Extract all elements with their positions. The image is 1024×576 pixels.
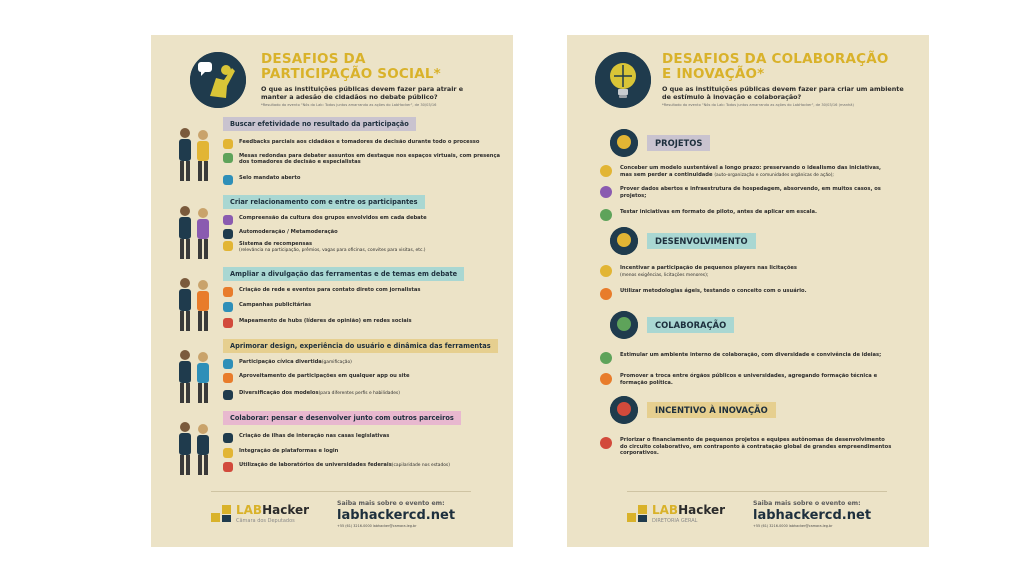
internal-icon <box>600 352 612 364</box>
event-note: *Resultado do evento "Nós do Lab: Todos juntos amarrando as ações do LabHacker", de 30/03/16 <box>261 103 437 107</box>
key-icon <box>223 433 233 443</box>
data-icon <box>600 186 612 198</box>
eye-icon <box>223 229 233 239</box>
funding-icon <box>600 437 612 449</box>
item-text: Diversificação dos modelos <box>239 390 319 396</box>
page-subtitle: O que as instituições públicas devem fazer para criar um ambiente de estímulo à inovação e colaboração? <box>662 85 904 101</box>
saiba-mais-label: Saiba mais sobre o evento em: <box>337 500 445 507</box>
section-heading: Criar relacionamento com e entre os participantes <box>223 195 425 209</box>
item-text: Utilização de laboratórios de universidades federais <box>239 462 392 468</box>
section-heading: PROJETOS <box>647 135 710 151</box>
exchange-icon <box>600 373 612 385</box>
labhacker-logo-icon <box>627 505 647 523</box>
item-subtext: (capilaridade nos estados) <box>391 463 450 468</box>
item-text: Criação de rede e eventos para contato direto com jornalistas <box>239 287 421 293</box>
item-text: Promover a troca entre órgãos públicos e universidades, agregando formação técnica e formação política. <box>620 373 878 386</box>
page-title: DESAFIOS DA PARTICIPAÇÃO SOCIAL* <box>261 51 441 82</box>
sustain-icon <box>600 165 612 177</box>
saiba-mais-label: Saiba mais sobre o evento em: <box>753 500 861 507</box>
footer-divider <box>211 491 471 492</box>
item-subtext: (para diferentes perfis e habilidades) <box>318 391 400 396</box>
item-subtext: (menos exigências, licitações menores); <box>620 272 709 278</box>
models-icon <box>223 390 233 400</box>
logo-subtitle: DIRETORIA GERAL <box>652 518 698 524</box>
section-heading: DESENVOLVIMENTO <box>647 233 756 249</box>
development-icon <box>610 227 638 255</box>
labhacker-logo-icon <box>211 505 231 523</box>
item-text: Integração de plataformas e login <box>239 448 339 454</box>
lab-icon <box>223 462 233 472</box>
item-text: Estimular um ambiente interno de colaboração, com diversidade e convivência de ideias; <box>620 352 882 358</box>
section-heading: Ampliar a divulgação das ferramentas e de temas em debate <box>223 267 464 281</box>
section-heading: INCENTIVO À INOVAÇÃO <box>647 402 776 418</box>
hubs-icon <box>223 318 233 328</box>
page-subtitle: O que as instituições públicas devem fazer para atrair e manter a adesão de cidadãos no debate público? <box>261 85 464 101</box>
participation-person-icon <box>190 52 246 108</box>
section-heading: Colaborar: pensar e desenvolver junto com outros parceiros <box>223 411 461 425</box>
labhacker-logo <box>627 503 737 527</box>
logo-wordmark: LABHacker <box>652 503 726 517</box>
reward-icon <box>223 241 233 251</box>
players-icon <box>600 265 612 277</box>
item-text: Incentivar a participação de pequenos players nas licitações <box>620 265 798 271</box>
puzzle-bulb-icon <box>595 52 651 108</box>
item-text: Feedbacks parciais aos cidadãos e tomadores de decisão durante todo o processo <box>239 139 480 145</box>
labhacker-logo <box>211 503 321 527</box>
item-text: Campanhas publicitárias <box>239 302 312 308</box>
item-text: Priorizar o financiamento de pequenos projetos e equipes autônomas de desenvolvimento do circuito colaborativo, em contraponto à contratação global de grandes empreendimentos corporativos. <box>620 437 892 457</box>
item-text: Mapeamento de hubs (líderes de opinião) em redes sociais <box>239 318 412 324</box>
site-link[interactable]: labhackercd.net <box>753 508 872 523</box>
contact-info: +55 (61) 3216-0000 labhacker@camara.leg.br <box>337 524 417 528</box>
app-icon <box>223 373 233 383</box>
innovation-bulb-icon <box>610 396 638 424</box>
campaign-icon <box>223 302 233 312</box>
item-text: Criação de ilhas de interação nas casas legislativas <box>239 433 390 439</box>
network-icon <box>223 287 233 297</box>
pilot-icon <box>600 209 612 221</box>
game-icon <box>223 359 233 369</box>
section-heading: COLABORAÇÃO <box>647 317 734 333</box>
item-text: Mesas redondas para debater assuntos em destaque nos espaços virtuais, com presença dos tomadores de decisão e especialistas <box>239 153 501 166</box>
footer-divider <box>627 491 887 492</box>
item-subtext: (gamificação) <box>321 360 352 365</box>
item-text: Prover dados abertos e infraestrutura de hospedagem, absorvendo, em muitos casos, os projetos; <box>620 186 881 199</box>
item-text: Selo mandato aberto <box>239 175 301 181</box>
partners-illustration <box>169 417 217 483</box>
item-subtext: (relevância na participação, prêmios, vagas para oficinas, convites para visitas, etc.) <box>239 248 426 254</box>
item-text: Conceber um modelo sustentável a longo prazo: preservando o idealismo das iniciativas, mas sem perder a continuidade <box>620 165 882 178</box>
talking-people-illustration <box>169 201 217 267</box>
item-text: Participação cívica divertida <box>239 359 322 365</box>
logo-wordmark: LABHacker <box>236 503 310 517</box>
login-icon <box>223 448 233 458</box>
item-text: Utilizar metodologias ágeis, testando o conceito com o usuário. <box>620 288 807 294</box>
projects-icon <box>610 129 638 157</box>
item-text: Automoderação / Metamoderação <box>239 229 338 235</box>
logo-subtitle: Câmara dos Deputados <box>236 518 295 524</box>
designer-illustration <box>169 345 217 411</box>
item-text: Testar iniciativas em formato de piloto, antes de aplicar em escala. <box>620 209 817 215</box>
culture-icon <box>223 215 233 225</box>
page-title: DESAFIOS DA COLABORAÇÃO E INOVAÇÃO* <box>662 51 889 82</box>
feedback-icon <box>223 139 233 149</box>
item-text: Aproveitamento de participações em qualquer app ou site <box>239 373 410 379</box>
megaphone-person-illustration <box>169 273 217 339</box>
item-subtext: (auto-organização e comunidades orgânicas de ação); <box>714 172 834 178</box>
roundtable-icon <box>223 153 233 163</box>
seal-icon <box>223 175 233 185</box>
business-people-illustration <box>169 123 217 189</box>
site-link[interactable]: labhackercd.net <box>337 508 456 523</box>
event-note: *Resultado do evento "Nós do Lab: Todos juntos amarrando as ações do LabHacker", de 30/03/16 (manhã) <box>662 103 854 107</box>
agile-icon <box>600 288 612 300</box>
poster-participacao-social <box>151 35 513 547</box>
section-heading: Aprimorar design, experiência do usuário e dinâmica das ferramentas <box>223 339 498 353</box>
section-heading: Buscar efetividade no resultado da participação <box>223 117 416 131</box>
item-text: Sistema de recompensas <box>239 241 313 247</box>
item-text: Compreensão da cultura dos grupos envolvidos em cada debate <box>239 215 427 221</box>
collaboration-icon <box>610 311 638 339</box>
poster-colaboracao-inovacao <box>567 35 929 547</box>
contact-info: +55 (61) 3216-0000 labhacker@camara.leg.br <box>753 524 833 528</box>
